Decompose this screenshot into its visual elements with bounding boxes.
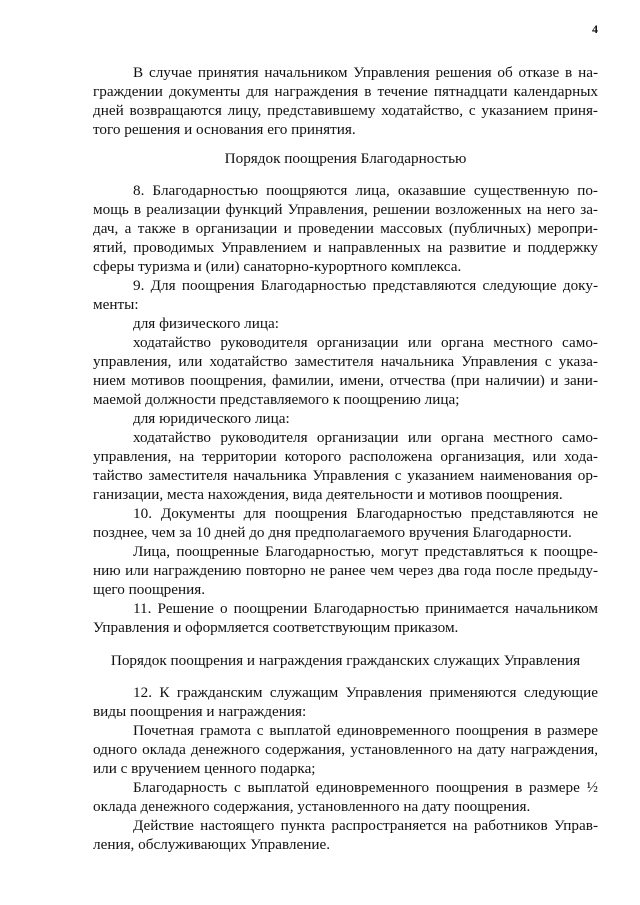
paragraph-line: позднее, чем за 10 дней до дня предполагаемого вручения Благодарности. (93, 524, 572, 541)
paragraph-line: нию или награждению повторно не ранее чем через два года после предыду- (93, 562, 598, 579)
paragraph-line: ятий, проводимых Управлением и направленных на развитие и поддержку (93, 239, 598, 256)
paragraph-line: ходатайство руководителя организации или органа местного само- (133, 334, 598, 351)
paragraph-line: дач, а также в организации и проведении массовых (публичных) меропри- (93, 220, 598, 237)
paragraph-line: 8. Благодарностью поощряются лица, оказавшие существенную по- (133, 182, 598, 199)
paragraph-line: В случае принятия начальником Управления решения об отказе в на- (133, 64, 598, 81)
paragraph-line: 9. Для поощрения Благодарностью представляются следующие доку- (133, 277, 598, 294)
section-heading: Порядок поощрения и награждения гражданских служащих Управления (110, 652, 581, 669)
paragraph-line: ления, обслуживающих Управление. (93, 836, 331, 853)
paragraph-line: мощь в реализации функций Управления, решении возложенных на него за- (93, 201, 598, 218)
paragraph-line: 11. Решение о поощрении Благодарностью принимается начальником (133, 600, 598, 617)
paragraph-line: менты: (93, 296, 139, 313)
paragraph-line: одного оклада денежного содержания, установленного на дату награждения, (93, 741, 598, 758)
page-number: 4 (592, 22, 598, 36)
paragraph-line: нием мотивов поощрения, фамилии, имени, отчества (при наличии) и зани- (93, 372, 598, 389)
paragraph-line: для физического лица: (133, 315, 279, 332)
paragraph-line: щего поощрения. (93, 581, 206, 598)
section-heading: Порядок поощрения Благодарностью (224, 150, 467, 167)
paragraph-line: управления, или ходатайство заместителя начальника Управления с указа- (93, 353, 598, 370)
paragraph-line: Почетная грамота с выплатой единовременного поощрения в размере (133, 722, 598, 739)
paragraph-line: оклада денежного содержания, установленного на дату поощрения. (93, 798, 531, 815)
paragraph-line: для юридического лица: (133, 410, 290, 427)
paragraph-line: ганизации, места нахождения, вида деятельности и мотивов поощрения. (93, 486, 563, 503)
paragraph-line: того решения и основания его принятия. (93, 121, 356, 138)
paragraph-line: ходатайство руководителя организации или органа местного само- (133, 429, 598, 446)
paragraph-line: или с вручением ценного подарка; (93, 760, 316, 777)
paragraph-line: сферы туризма и (или) санаторно-курортного комплекса. (93, 258, 462, 275)
paragraph-line: 10. Документы для поощрения Благодарностью представляются не (133, 505, 598, 522)
paragraph-line: 12. К гражданским служащим Управления применяются следующие (133, 684, 598, 701)
paragraph-line: граждении документы для награждения в течение пятнадцати календарных (93, 83, 598, 100)
paragraph-line: тайство заместителя начальника Управления с указанием наименования ор- (93, 467, 598, 484)
paragraph-line: Управления и оформляется соответствующим приказом. (93, 619, 459, 636)
paragraph-line: виды поощрения и награждения: (93, 703, 307, 720)
paragraph-line: Благодарность с выплатой единовременного поощрения в размере ½ (133, 779, 598, 796)
paragraph-line: дней возвращаются лицу, представившему ходатайство, с указанием приня- (93, 102, 598, 119)
paragraph-line: управления, на территории которого расположена организация, или хода- (93, 448, 598, 465)
paragraph-line: Лица, поощренные Благодарностью, могут представляться к поощре- (133, 543, 598, 560)
paragraph-line: маемой должности представляемого к поощрению лица; (93, 391, 460, 408)
paragraph-line: Действие настоящего пункта распространяется на работников Управ- (133, 817, 598, 834)
